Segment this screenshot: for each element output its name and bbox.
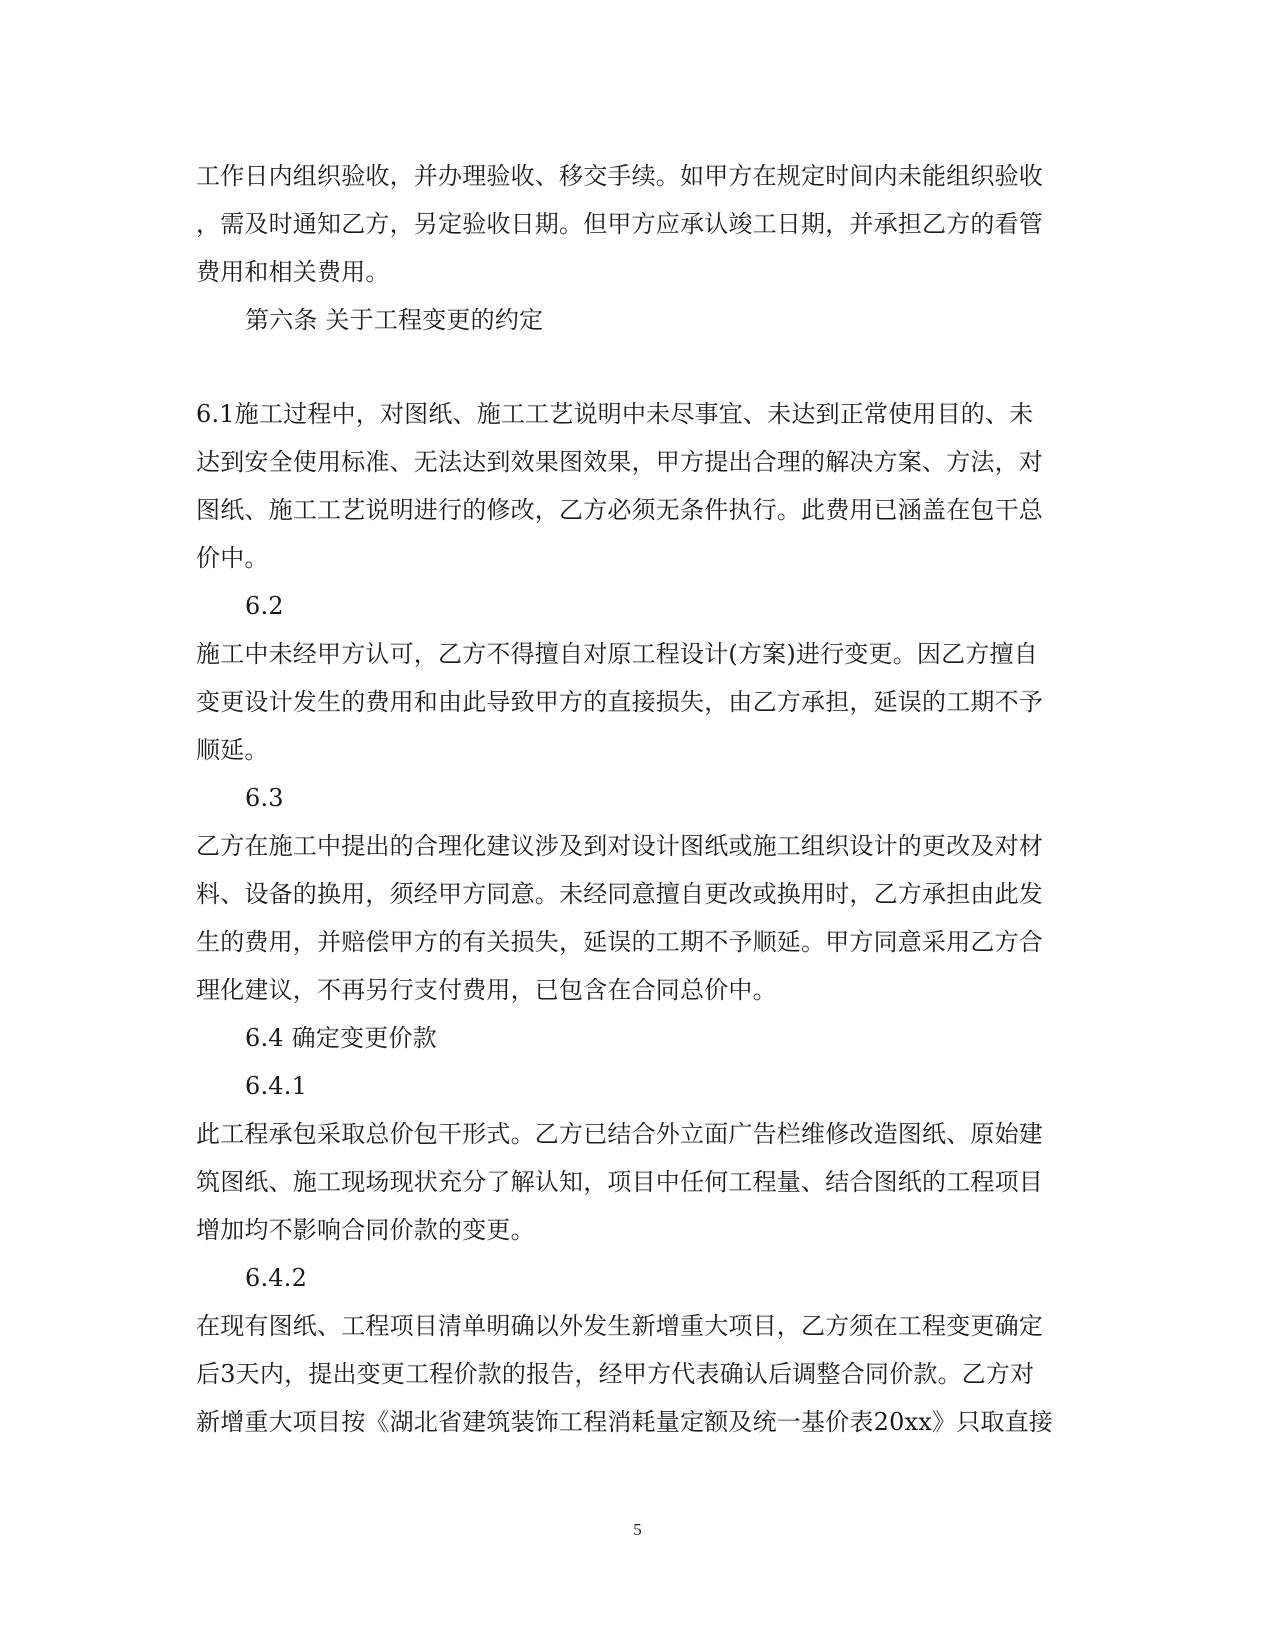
text-line: 理化建议，不再另行支付费用，已包含在合同总价中。 — [196, 976, 777, 1004]
text-line: 顺延。 — [196, 736, 269, 764]
text-line: 新增重大项目按《湖北省建筑装饰工程消耗量定额及统一基价表20xx》只取直接 — [196, 1408, 1054, 1436]
text-line: 变更设计发生的费用和由此导致甲方的直接损失，由乙方承担，延误的工期不予 — [196, 688, 1043, 716]
text-line: 图纸、施工工艺说明进行的修改，乙方必须无条件执行。此费用已涵盖在包干总 — [196, 496, 1043, 524]
spacer — [196, 344, 1072, 390]
clause-number: 6.3 — [245, 784, 284, 812]
document-body — [196, 152, 1072, 1446]
text-line: 料、设备的换用，须经甲方同意。未经同意擅自更改或换用时，乙方承担由此发 — [196, 880, 1043, 908]
text-line: 在现有图纸、工程项目清单明确以外发生新增重大项目，乙方须在工程变更确定 — [196, 1312, 1043, 1340]
text-line: 乙方在施工中提出的合理化建议涉及到对设计图纸或施工组织设计的更改及对材 — [196, 832, 1043, 860]
text-line: 生的费用，并赔偿甲方的有关损失，延误的工期不予顺延。甲方同意采用乙方合 — [196, 928, 1043, 956]
page-number: 5 — [633, 1520, 642, 1539]
text-line: 此工程承包采取总价包干形式。乙方已结合外立面广告栏维修改造图纸、原始建 — [196, 1120, 1043, 1148]
text-line: 达到安全使用标准、无法达到效果图效果，甲方提出合理的解决方案、方法，对 — [196, 448, 1043, 476]
text-line: 工作日内组织验收，并办理验收、移交手续。如甲方在规定时间内未能组织验收 — [196, 162, 1043, 190]
section-heading: 第六条 关于工程变更的约定 — [245, 306, 544, 334]
text-line: 施工中未经甲方认可，乙方不得擅自对原工程设计(方案)进行变更。因乙方擅自 — [196, 640, 1038, 668]
text-line: 价中。 — [196, 544, 269, 572]
text-line: ，需及时通知乙方，另定验收日期。但甲方应承认竣工日期，并承担乙方的看管 — [196, 210, 1043, 238]
text-line: 筑图纸、施工现场现状充分了解认知，项目中任何工程量、结合图纸的工程项目 — [196, 1168, 1043, 1196]
text-line: 费用和相关费用。 — [196, 258, 390, 286]
text-line: 增加均不影响合同价款的变更。 — [196, 1216, 535, 1244]
clause-number: 6.4.1 — [245, 1072, 308, 1100]
clause-heading: 6.4 确定变更价款 — [245, 1024, 437, 1052]
text-line: 后3天内，提出变更工程价款的报告，经甲方代表确认后调整合同价款。乙方对 — [196, 1360, 1035, 1388]
clause-number: 6.4.2 — [245, 1264, 308, 1292]
text-line: 6.1施工过程中，对图纸、施工工艺说明中未尽事宜、未达到正常使用目的、未 — [196, 400, 1034, 428]
clause-number: 6.2 — [245, 592, 284, 620]
